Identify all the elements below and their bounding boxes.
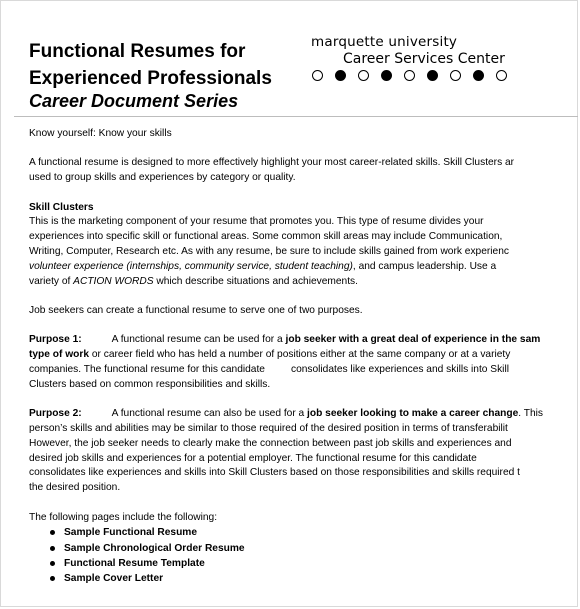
document-series: Career Document Series [29,91,239,111]
title-line-2: Experienced Professionals [29,68,272,89]
skill-text: which describe situations and achievements. [153,275,358,287]
logo-center-name: Career Services Center [343,51,505,67]
purpose-bold-text: job seeker looking to make a career change [307,408,519,420]
purpose-2-line [29,407,580,422]
section-heading-skill-clusters: Skill Clusters [29,201,94,213]
logo-dot-filled [427,70,438,81]
purpose-text: or career field who has held a number of positions either at the same company or at a variety [89,349,511,361]
action-words-text: ACTION WORDS [73,275,154,287]
purpose-2-line: However, the job seeker needs to clearly make the connection between past job skills and experiences and [29,437,512,449]
purpose-2-line: consolidates like experiences and skills into Skill Clusters based on those responsibilities and skills required t [29,467,520,479]
purpose-2-line: desired job skills and experiences for a potential employer. The functional resume for this candidate [29,452,477,464]
logo-dot-empty [404,70,415,81]
following-intro: The following pages include the following: [29,511,218,523]
intro-line: used to group skills and experiences by category or quality. [29,172,296,184]
purpose-text: companies. The functional resume for this candidate [29,363,265,375]
purpose-1-line [29,363,580,378]
purpose-bold-text: job seeker with a great deal of experience in the sam [285,334,541,346]
logo-dot-filled [381,70,392,81]
know-heading-text: Know yourself: Know your skills [29,128,172,139]
logo-dot-filled [335,70,346,81]
purpose-text: A functional resume can be used for a [111,334,286,346]
logo-dot-empty [496,70,507,81]
skill-line [29,275,580,290]
skill-line: Writing, Computer, Research etc. As with any resume, be sure to include skills gained from work experienc [29,245,509,257]
skill-text: variety of [29,275,74,287]
purpose-2-line: the desired position. [29,482,121,494]
logo-dot-empty [450,70,461,81]
purpose-2-label: Purpose 2: [29,408,82,420]
logo-university-name: marquette university [311,34,458,50]
purpose-text: consolidates like experiences and skills into Skill [290,363,509,375]
skill-line [29,260,580,275]
title-line-1: Functional Resumes for [29,41,246,62]
logo-dot-empty [358,70,369,81]
skill-text: , and campus leadership. Use a [352,260,497,272]
logo-dot-filled [473,70,484,81]
purpose-bold-text: type of work [29,349,90,361]
included-pages-list [29,525,580,586]
section-heading-know-yourself [29,127,580,142]
document-body [29,127,580,586]
list-item: Functional Resume Template [50,556,580,571]
purpose-1-line [29,348,580,363]
purpose-2-line: person’s skills and abilities may be similar to those required of the desired position in terms of transferabilit [29,422,508,434]
purpose-1-line: Clusters based on common responsibilities and skills. [29,378,271,390]
list-item: Sample Chronological Order Resume [50,541,580,556]
purpose-text: A functional resume can also be used for a [111,408,308,420]
purpose-text: . This [518,408,543,420]
logo-dot-empty [312,70,323,81]
document-title [29,38,272,92]
list-item: Sample Functional Resume [50,525,580,540]
purpose-1-line [29,333,580,348]
purpose-1-label: Purpose 1: [29,334,82,346]
header-divider [14,116,578,117]
logo-dots [312,70,507,81]
intro-line: A functional resume is designed to more effectively highlight your most career-related skills. Skill Clusters ar [29,157,515,169]
skill-italic-text: volunteer experience (internships, community service, student teaching) [29,260,353,272]
skill-line: experiences into specific skill or functional areas. Some common skill areas may include Communication, [29,231,503,243]
purposes-intro: Job seekers can create a functional resume to serve one of two purposes. [29,304,363,316]
skill-line: This is the marketing component of your resume that promotes you. This type of resume divides your [29,216,484,228]
list-item: Sample Cover Letter [50,571,580,586]
